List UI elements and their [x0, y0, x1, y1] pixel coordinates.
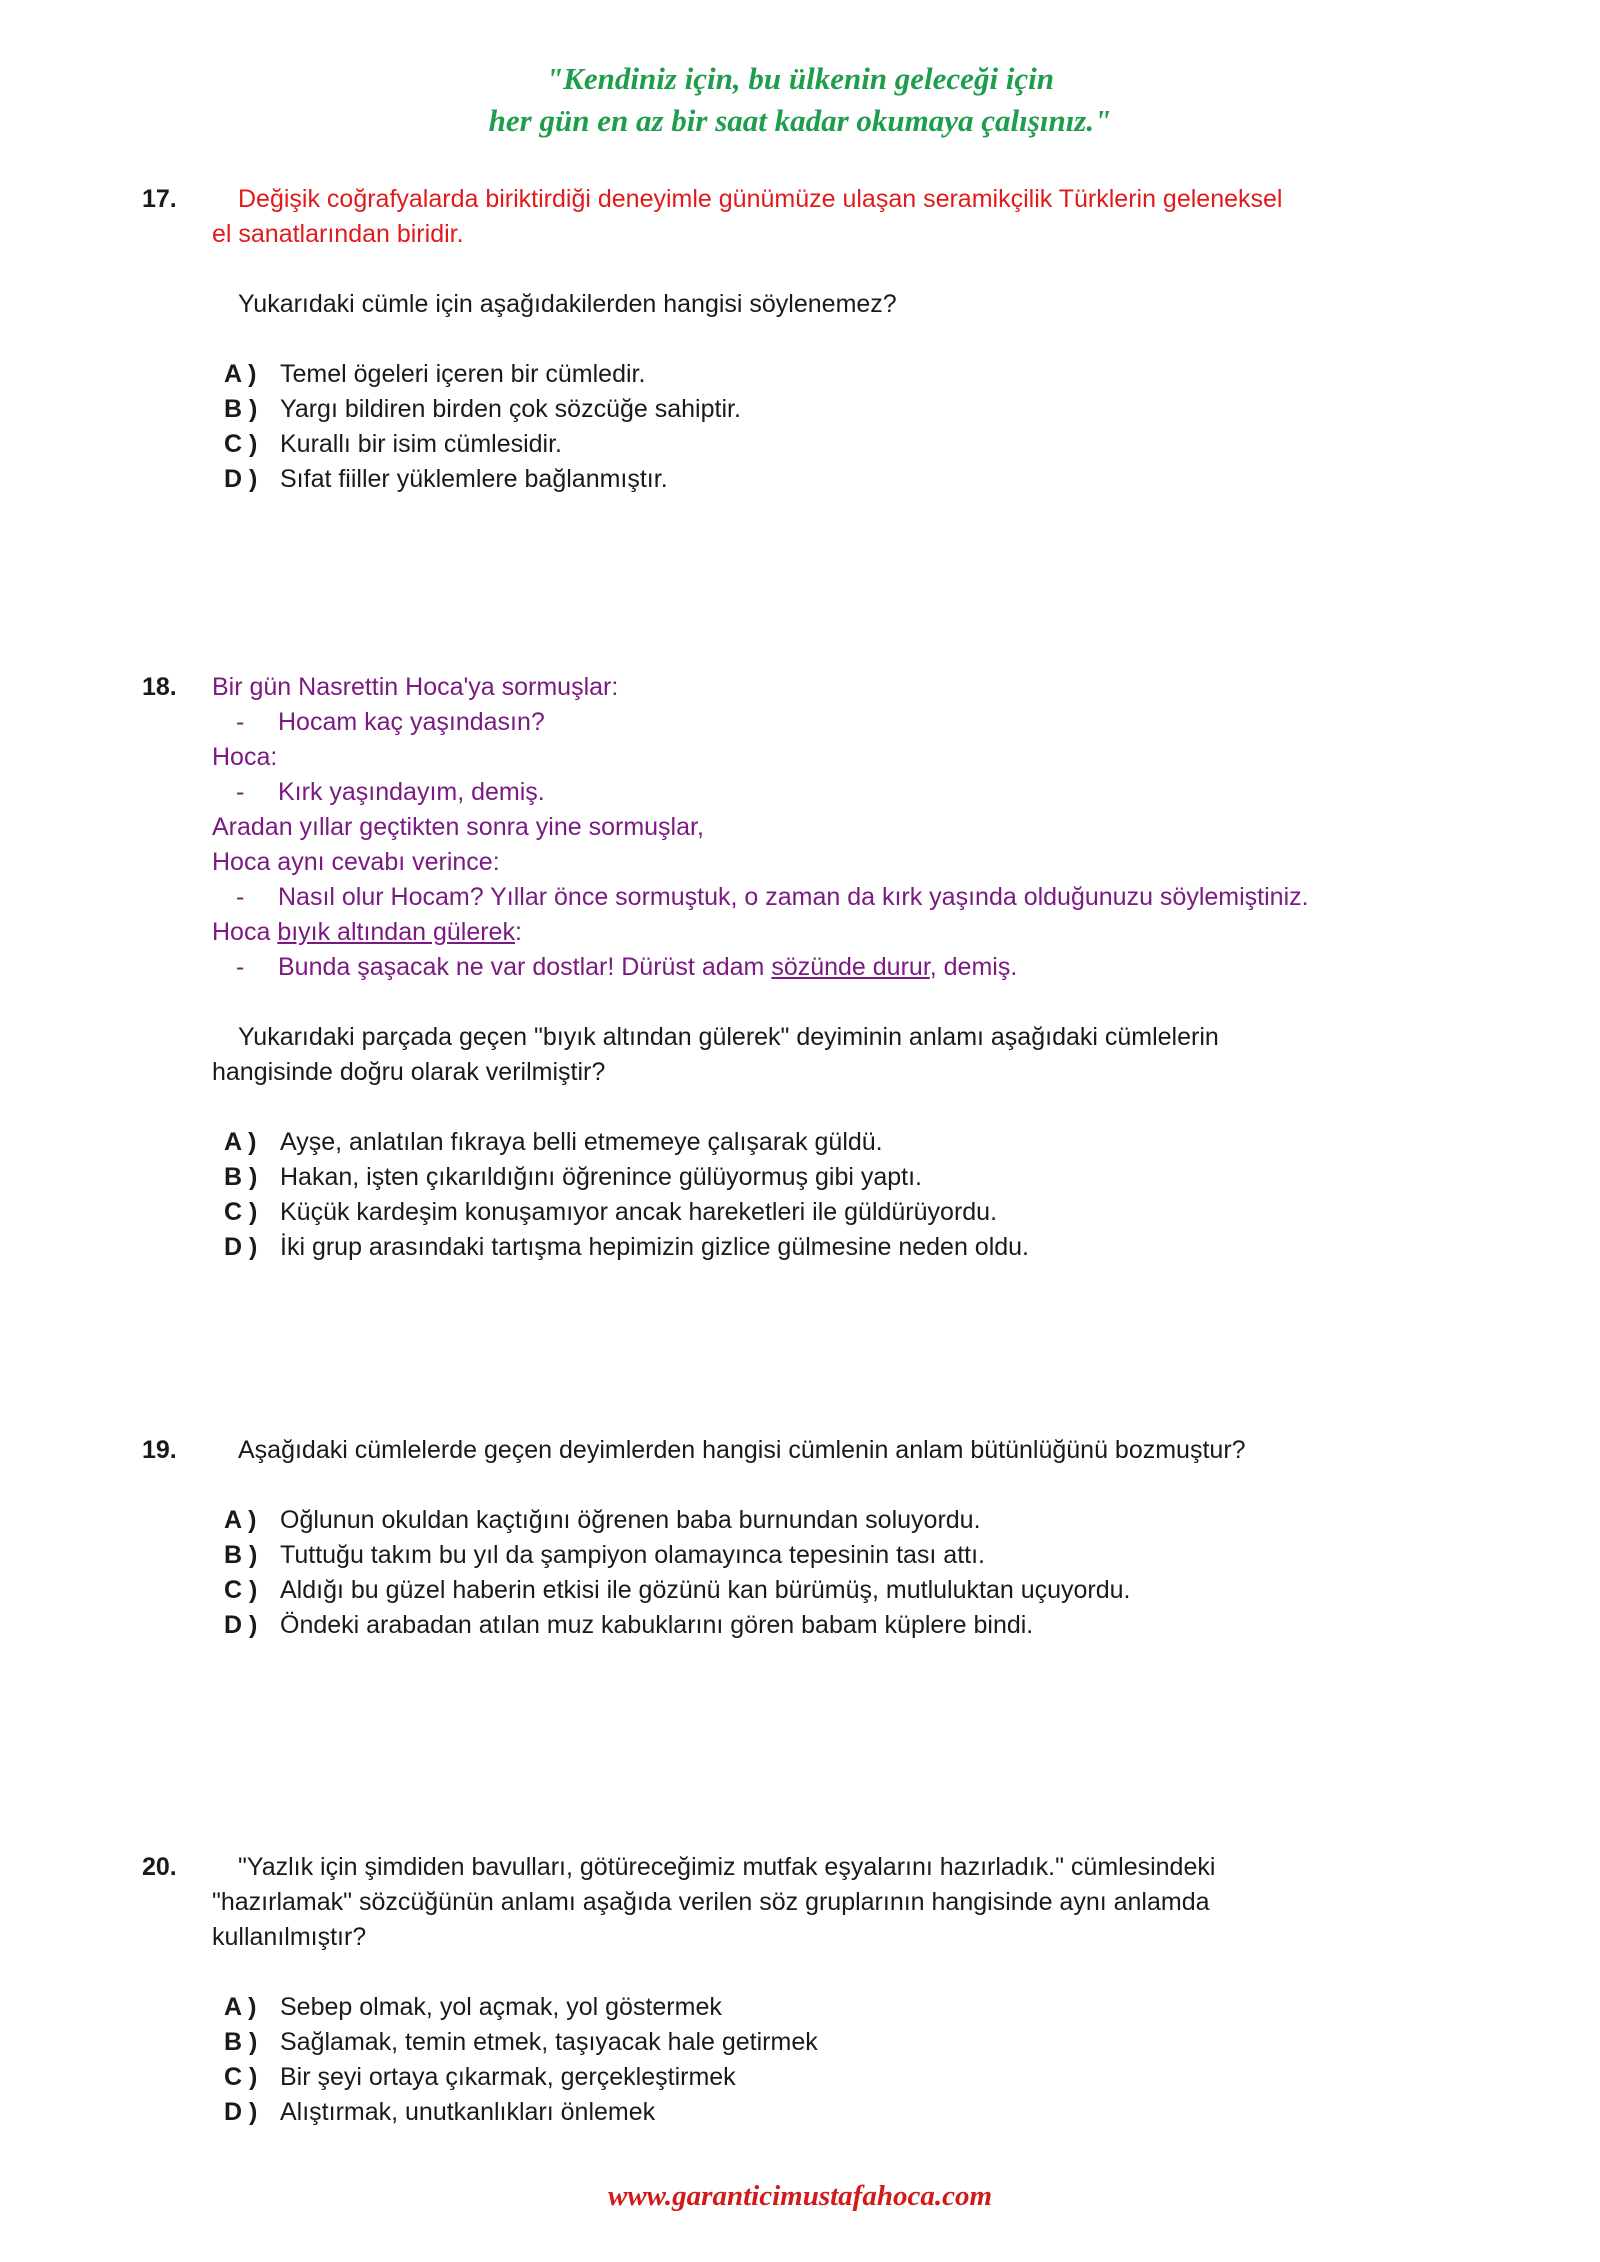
- underlined-idiom: bıyık altından gülerek: [277, 918, 515, 946]
- answer-options: [224, 1503, 1131, 1643]
- story-passage: Bir gün Nasrettin Hoca'ya sormuşlar: - Hocam kaç yaşındasın? Hoca: - Kırk yaşındayım, demiş. Aradan yıllar geçtikten sonra yine sormuşlar, Hoca aynı cevabı verince: - Nasıl olur Hocam? Yıllar önce sormuştuk, o zaman da kırk yaşında olduğunuzu söylemiştiniz. Hoca bıyık altından gülerek: - Bunda şaşacak ne var dostlar! Dürüst adam sözünde durur, demiş.: [212, 673, 1309, 981]
- footer-website-link[interactable]: www.garanticimustafahoca.com: [607, 2180, 993, 2212]
- question-prompt: Yukarıdaki parçada geçen "bıyık altından gülerek" deyiminin anlamı aşağıdaki cümlelerin hangisinde doğru olarak verilmiştir?: [212, 1023, 1219, 1086]
- question-prompt: Aşağıdaki cümlelerde geçen deyimlerden hangisi cümlenin anlam bütünlüğünü bozmuştur?: [238, 1436, 1246, 1464]
- option-b[interactable]: B ) Sağlamak, temin etmek, taşıyacak hale getirmek: [224, 2028, 818, 2056]
- option-d[interactable]: D ) İki grup arasındaki tartışma hepimizin gizlice gülmesine neden oldu.: [224, 1233, 1029, 1261]
- option-b[interactable]: B ) Yargı bildiren birden çok sözcüğe sahiptir.: [224, 395, 741, 423]
- motto-line-1: "Kendiniz için, bu ülkenin geleceği için: [545, 61, 1055, 96]
- question-prompt: "Yazlık için şimdiden bavulları, götüreceğimiz mutfak eşyalarını hazırladık." cümlesindeki "hazırlamak" sözcüğünün anlamı aşağıda verilen söz gruplarının hangisinde aynı anlamda kullanılmıştır?: [212, 1853, 1216, 1951]
- passage-line: el sanatlarından biridir.: [212, 220, 464, 248]
- option-d[interactable]: D ) Öndeki arabadan atılan muz kabuklarını gören babam küplere bindi.: [224, 1611, 1034, 1639]
- answer-options: [224, 357, 741, 497]
- passage-line: Değişik coğrafyalarda biriktirdiği deneyimle günümüze ulaşan seramikçilik Türklerin geleneksel: [238, 185, 1283, 213]
- option-b[interactable]: B ) Hakan, işten çıkarıldığını öğrenince gülüyormuş gibi yaptı.: [224, 1163, 923, 1191]
- question-number: 19.: [142, 1436, 177, 1464]
- question-number: 17.: [142, 185, 177, 213]
- option-d[interactable]: D ) Sıfat fiiller yüklemlere bağlanmıştır.: [224, 465, 668, 493]
- question-prompt: Yukarıdaki cümle için aşağıdakilerden hangisi söylenemez?: [238, 290, 897, 318]
- question-number: 20.: [142, 1853, 177, 1881]
- answer-options: [224, 1990, 818, 2130]
- option-c[interactable]: C ) Küçük kardeşim konuşamıyor ancak hareketleri ile güldürüyordu.: [224, 1198, 998, 1226]
- option-d[interactable]: D ) Alıştırmak, unutkanlıkları önlemek: [224, 2098, 656, 2126]
- question-passage: [212, 182, 1442, 252]
- option-a[interactable]: A ) Oğlunun okuldan kaçtığını öğrenen baba burnundan soluyordu.: [224, 1506, 981, 1534]
- question-number: 18.: [142, 673, 177, 701]
- answer-options: [224, 1125, 1029, 1265]
- option-a[interactable]: A ) Temel ögeleri içeren bir cümledir.: [224, 360, 646, 388]
- option-c[interactable]: C ) Kurallı bir isim cümlesidir.: [224, 430, 563, 458]
- option-a[interactable]: A ) Ayşe, anlatılan fıkraya belli etmemeye çalışarak güldü.: [224, 1128, 883, 1156]
- motto-line-2: her gün en az bir saat kadar okumaya çalışınız.": [488, 103, 1112, 138]
- option-a[interactable]: A ) Sebep olmak, yol açmak, yol göstermek: [224, 1993, 722, 2021]
- page-header-motto: [0, 58, 1600, 142]
- option-c[interactable]: C ) Aldığı bu güzel haberin etkisi ile gözünü kan bürümüş, mutluluktan uçuyordu.: [224, 1576, 1131, 1604]
- underlined-idiom: sözünde durur: [771, 953, 930, 981]
- option-b[interactable]: B ) Tuttuğu takım bu yıl da şampiyon olamayınca tepesinin tası attı.: [224, 1541, 985, 1569]
- option-c[interactable]: C ) Bir şeyi ortaya çıkarmak, gerçekleştirmek: [224, 2063, 736, 2091]
